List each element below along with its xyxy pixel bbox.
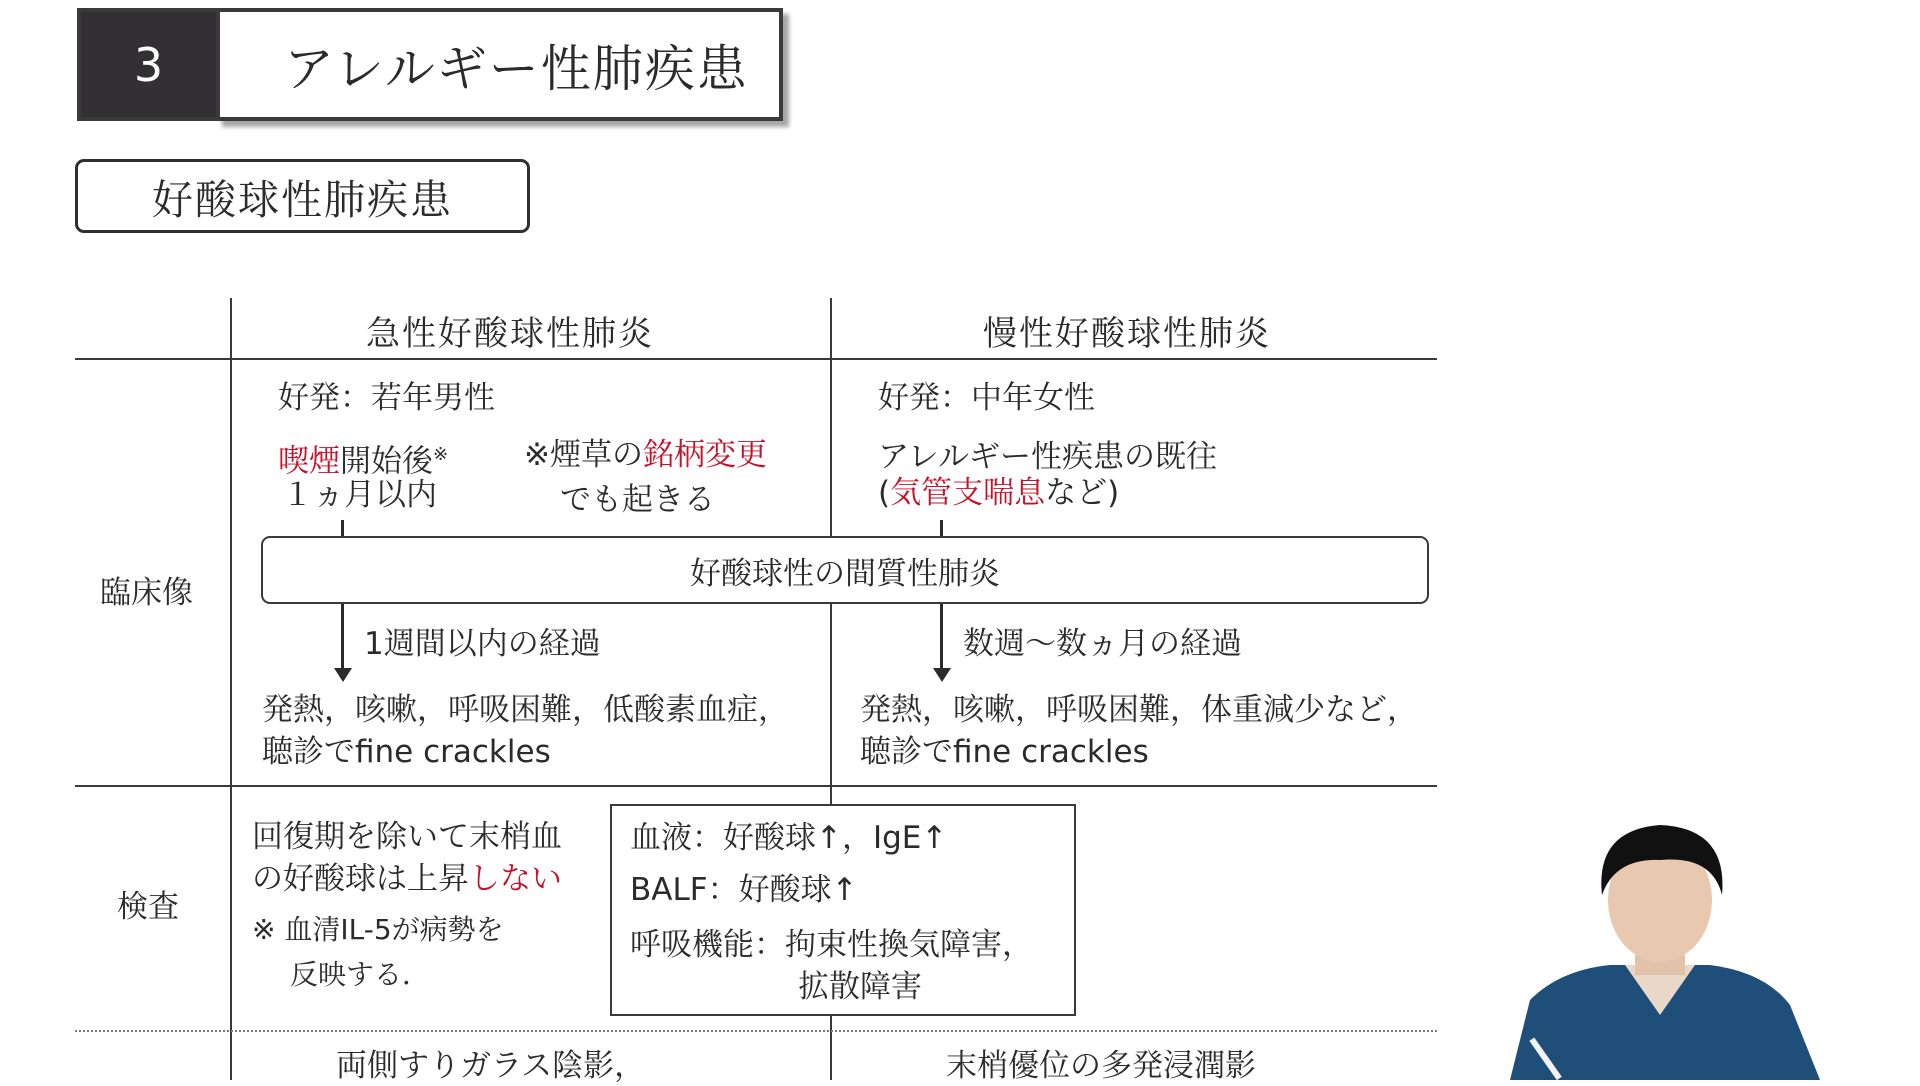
table-header-rule <box>75 358 1437 360</box>
row-label-exam: 検査 <box>117 889 179 925</box>
acute-arrow-line <box>341 604 344 670</box>
presenter-video <box>1490 800 1830 1080</box>
exam-resp-line2: 拡散障害 <box>798 969 922 1005</box>
chronic-symptoms-line1: 発熱，咳嗽，呼吸困難，体重減少など， <box>860 692 1418 728</box>
acute-exam-line2-red: しない <box>469 861 562 897</box>
chronic-history-open: ( <box>878 475 891 511</box>
row-label-clinical: 臨床像 <box>100 575 193 611</box>
chronic-history-line1: アレルギー性疾患の既往 <box>878 439 1217 475</box>
section-title: アレルギー性肺疾患 <box>216 8 783 121</box>
table-dotted-rule <box>75 1030 1437 1032</box>
acute-exam-note-line1: ※ 血清IL-5が病勢を <box>252 913 504 946</box>
acute-onset: 好発：若年男性 <box>278 380 495 416</box>
acute-exam-line1: 回復期を除いて末梢血 <box>252 819 562 855</box>
section-number: 3 <box>77 8 216 121</box>
subtitle-box: 好酸球性肺疾患 <box>75 159 530 233</box>
chronic-arrow-line <box>940 604 943 670</box>
chronic-history-close: など) <box>1045 475 1120 511</box>
chronic-symptoms-line2: 聴診でfine crackles <box>860 734 1149 770</box>
chronic-course: 数週～数ヵ月の経過 <box>963 626 1242 662</box>
table-divider-label <box>230 298 232 1080</box>
acute-symptoms-line1: 発熱，咳嗽，呼吸困難，低酸素血症， <box>262 692 789 728</box>
acute-exam-note-line2: 反映する． <box>290 958 431 991</box>
acute-imaging: 両側すりガラス陰影， <box>336 1048 646 1084</box>
header-chronic: 慢性好酸球性肺炎 <box>983 314 1271 354</box>
chronic-imaging: 末梢優位の多発浸潤影 <box>946 1048 1256 1084</box>
chronic-connector-top <box>940 520 943 536</box>
acute-smoking-rest: 開始後 <box>340 443 433 480</box>
chronic-history-red: 気管支喘息 <box>890 475 1046 511</box>
acute-note <box>524 435 767 475</box>
acute-connector-top <box>341 520 344 536</box>
chronic-onset: 好発：中年女性 <box>878 380 1095 416</box>
acute-note-red: 銘柄変更 <box>642 437 767 473</box>
acute-note-prefix: ※煙草の <box>524 437 643 473</box>
acute-note-line2: でも起きる <box>560 482 715 518</box>
acute-smoking-line2: １ヵ月以内 <box>282 477 437 513</box>
interstitial-box: 好酸球性の間質性肺炎 <box>261 536 1429 604</box>
exam-blood: 血液：好酸球↑，IgE↑ <box>630 820 948 856</box>
acute-symptoms-line2: 聴診でfine crackles <box>262 734 551 770</box>
acute-course: 1週間以内の経過 <box>364 626 601 662</box>
acute-exam-line2-prefix: の好酸球は上昇 <box>252 861 469 897</box>
chronic-history-line2 <box>878 473 1119 513</box>
chronic-arrow-head <box>933 668 951 682</box>
acute-smoking-red: 喫煙 <box>278 443 340 480</box>
acute-arrow-head <box>334 668 352 682</box>
acute-smoking-mark: ※ <box>433 444 449 465</box>
acute-exam-line2 <box>252 859 562 899</box>
header-acute: 急性好酸球性肺炎 <box>366 314 654 354</box>
table-row-rule <box>75 785 1437 787</box>
exam-balf: BALF：好酸球↑ <box>630 872 858 908</box>
exam-resp-line1: 呼吸機能：拘束性換気障害， <box>630 927 1033 963</box>
